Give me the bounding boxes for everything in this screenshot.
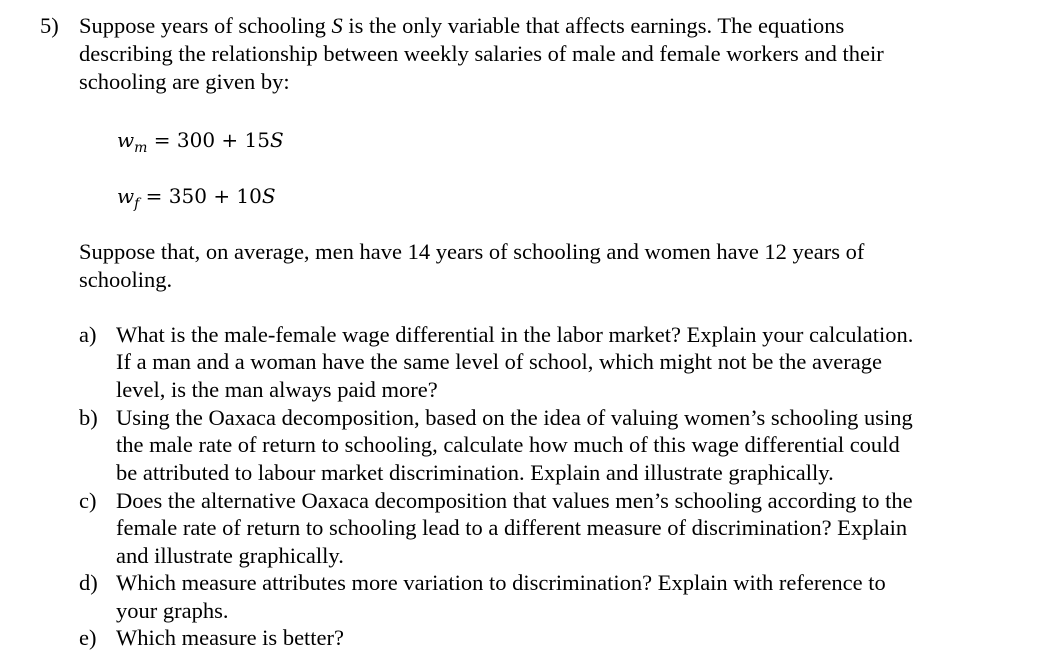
equation-male-lhs: w (117, 128, 135, 152)
intro-variable-s: S (331, 13, 343, 38)
part-c-line-3: and illustrate graphically. (116, 543, 344, 568)
equation-female-lhs: w (117, 184, 135, 208)
intro-line-2: describing the relationship between weekly salaries of male and female workers and their (79, 41, 884, 66)
part-a-line-1: What is the male-female wage differential in the labor market? Explain your calculation. (116, 322, 914, 347)
assumption-line-2: schooling. (79, 267, 173, 292)
intro-line-3: schooling are given by: (79, 69, 290, 94)
equation-female-rhs: = 350 + 10 (145, 184, 262, 208)
equation-female (117, 182, 276, 218)
part-c-line-2: female rate of return to schooling lead to a different measure of discrimination? Explain (116, 515, 908, 540)
part-b-line-1: Using the Oaxaca decomposition, based on the idea of valuing women’s schooling using (116, 405, 913, 430)
equation-female-subscript: f (134, 196, 140, 212)
part-d-line-2: your graphs. (116, 598, 229, 623)
part-b-label: b) (79, 405, 98, 430)
part-d-label: d) (79, 570, 98, 595)
part-b-line-3: be attributed to labour market discrimination. Explain and illustrate graphically. (116, 460, 834, 485)
part-b-line-2: the male rate of return to schooling, calculate how much of this wage differential could (116, 432, 900, 457)
equation-male-variable: S (269, 128, 284, 152)
part-e-line-1: Which measure is better? (116, 625, 345, 650)
equation-male-subscript: m (134, 140, 148, 156)
part-c-label: c) (79, 488, 97, 513)
part-a-line-3: level, is the man always paid more? (116, 377, 438, 402)
part-a-label: a) (79, 322, 97, 347)
equation-male (117, 126, 284, 162)
question-number: 5) (40, 13, 59, 38)
intro-line-1 (79, 12, 844, 40)
part-a-line-2: If a man and a woman have the same level of school, which might not be the average (116, 349, 882, 374)
part-c-line-1: Does the alternative Oaxaca decomposition that values men’s schooling according to the (116, 488, 913, 513)
part-e-label: e) (79, 625, 97, 650)
assumption-line-1: Suppose that, on average, men have 14 years of schooling and women have 12 years of (79, 239, 865, 264)
intro-text-1b: is the only variable that affects earnings. The equations (342, 13, 845, 38)
equation-female-variable: S (261, 184, 276, 208)
intro-text-1a: Suppose years of schooling (79, 13, 332, 38)
part-d-line-1: Which measure attributes more variation to discrimination? Explain with reference to (116, 570, 886, 595)
equation-male-rhs: = 300 + 15 (153, 128, 270, 152)
